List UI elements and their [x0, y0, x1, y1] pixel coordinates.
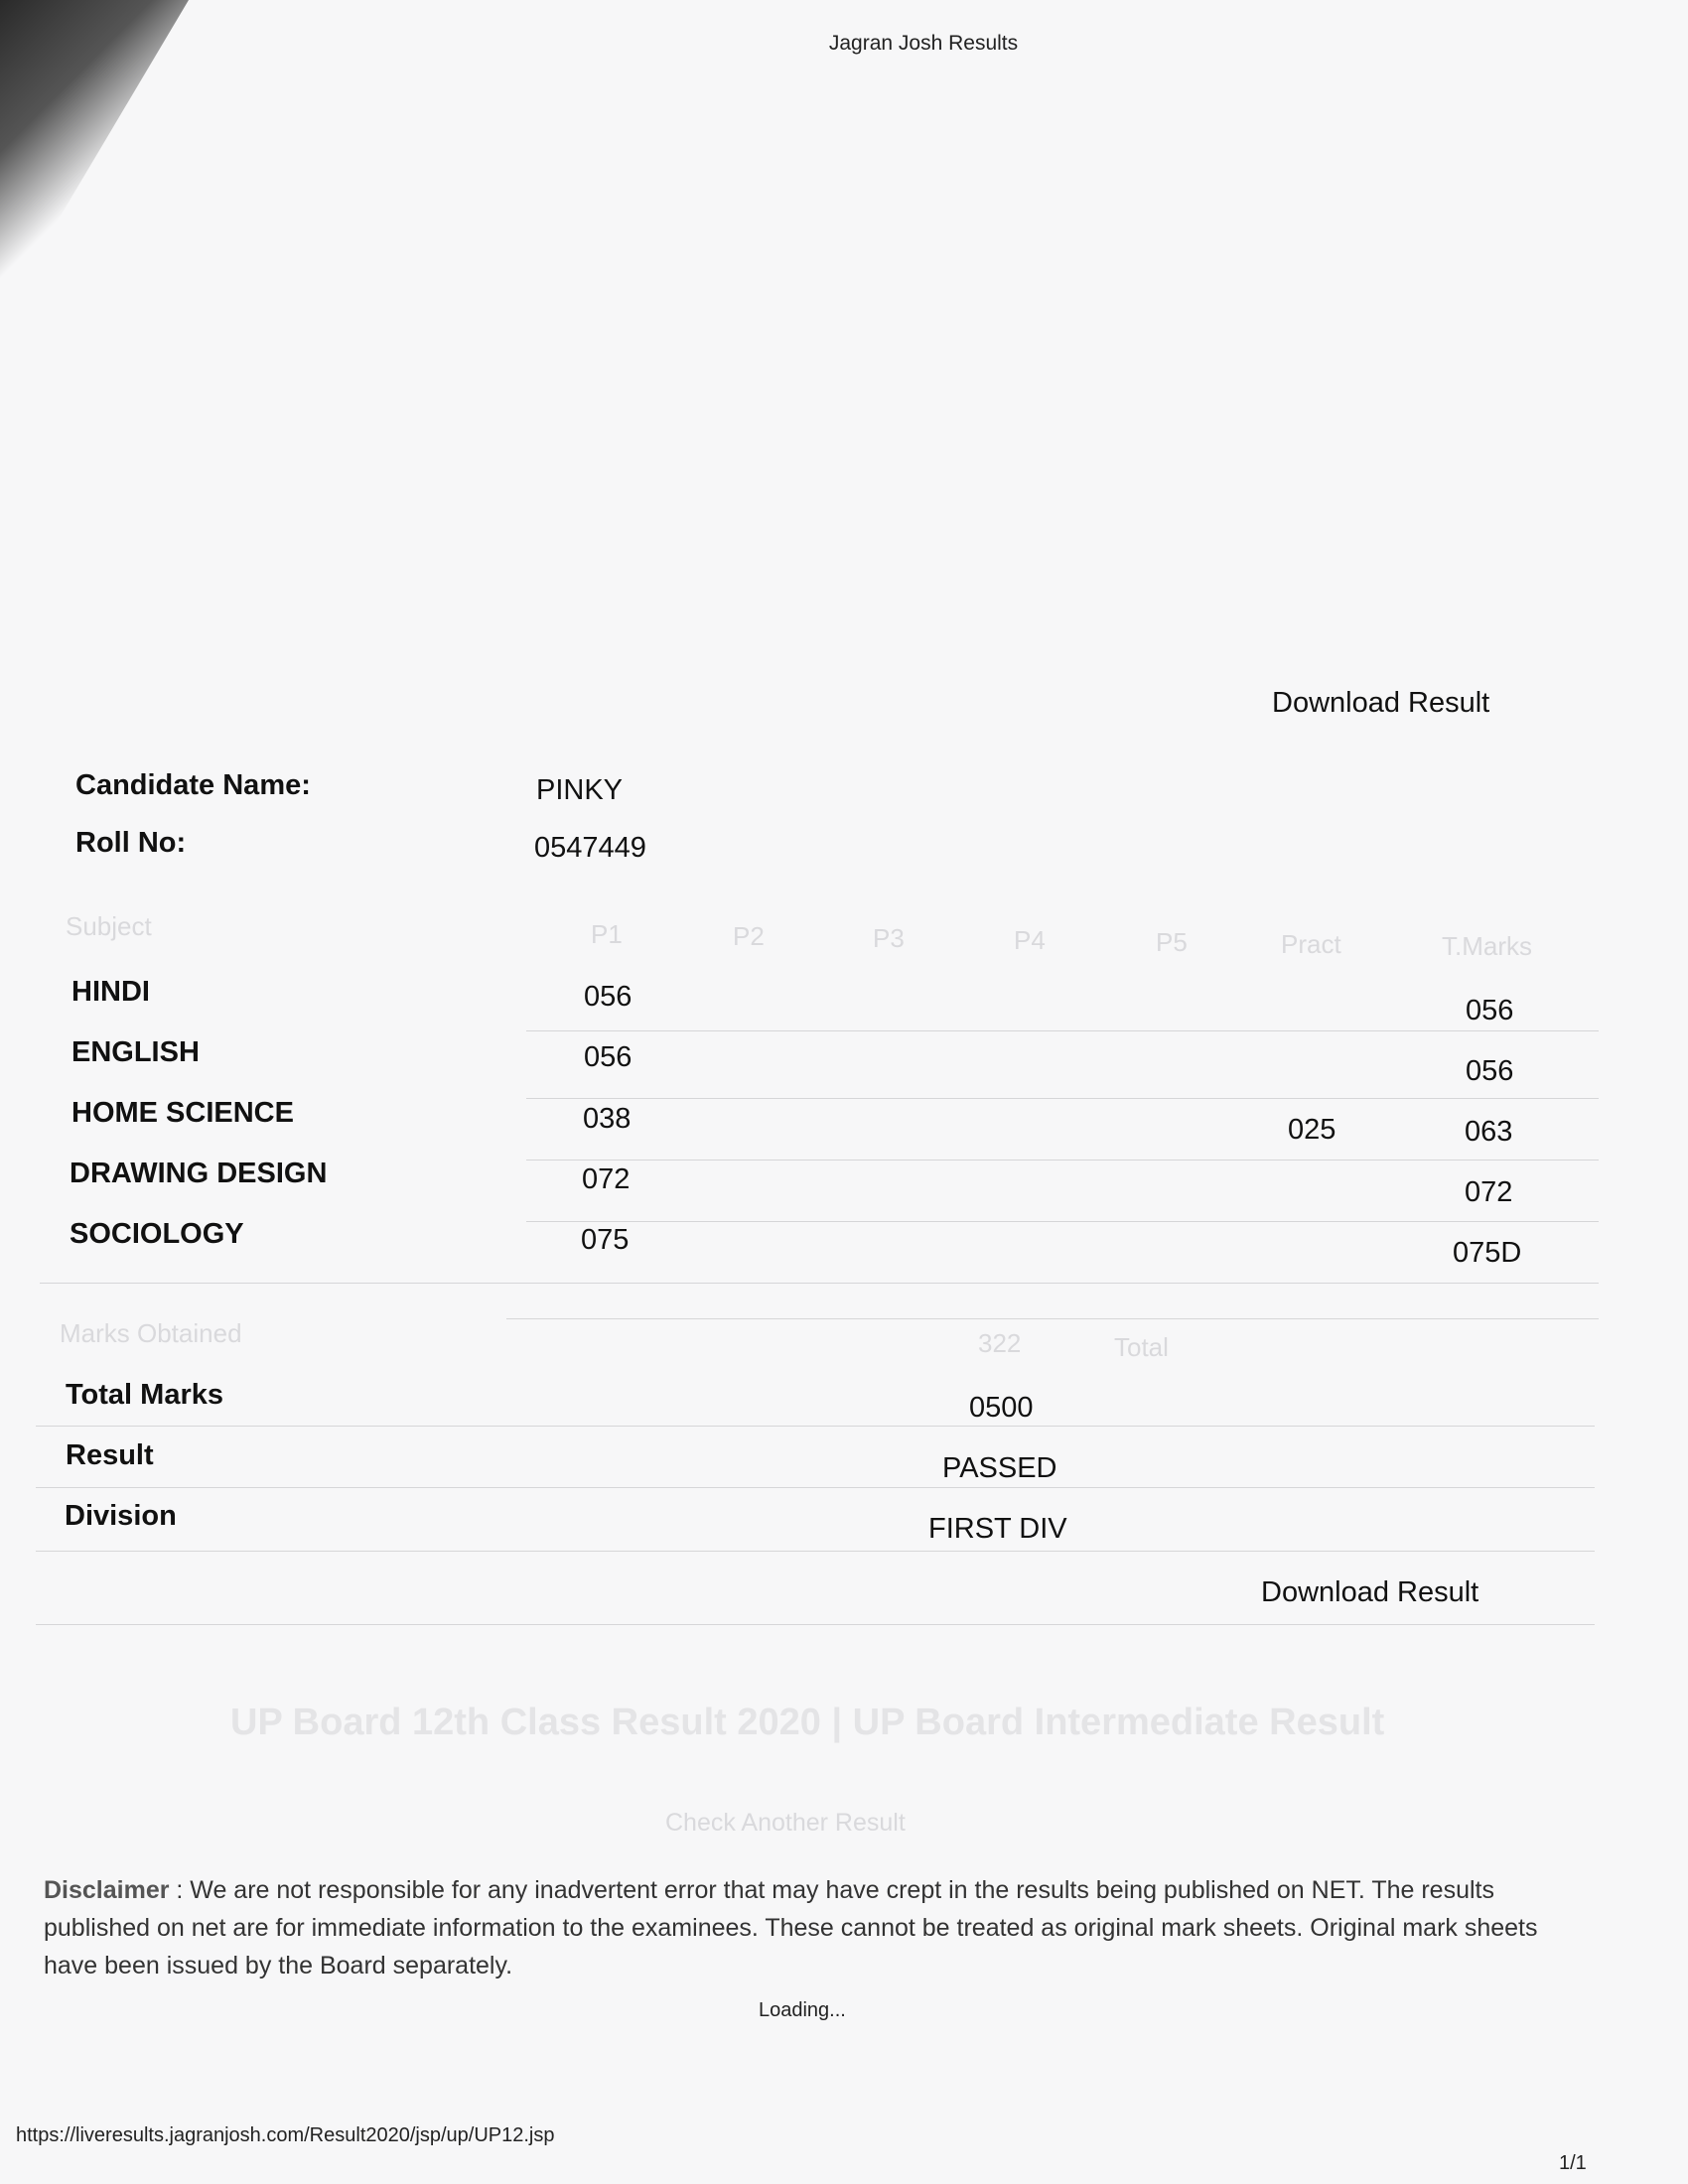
subject-total: 075D: [1453, 1237, 1522, 1269]
subject-p1: 038: [583, 1103, 632, 1135]
total-marks-value: 0500: [969, 1392, 1034, 1424]
subject-total: 072: [1465, 1176, 1513, 1208]
col-header-subject: Subject: [66, 911, 152, 941]
loading-text: Loading...: [759, 1999, 846, 2021]
roll-no-value: 0547449: [534, 832, 646, 864]
footer-page-number: 1/1: [1559, 2152, 1587, 2174]
subject-p1: 075: [581, 1224, 630, 1256]
roll-no-label: Roll No:: [75, 827, 187, 859]
subject-p1: 056: [584, 981, 633, 1013]
disclaimer-text: [44, 1871, 1563, 1984]
subject-name: ENGLISH: [71, 1036, 200, 1068]
result-label: Result: [66, 1439, 154, 1471]
division-label: Division: [65, 1500, 177, 1532]
col-header-pract: Pract: [1281, 929, 1341, 959]
result-page-heading: UP Board 12th Class Result 2020 | UP Board Intermediate Result: [230, 1702, 1385, 1743]
marks-obtained-value: 322: [978, 1328, 1022, 1358]
disclaimer-label: Disclaimer: [44, 1876, 170, 1904]
candidate-name-value: PINKY: [536, 774, 624, 806]
col-header-p5: P5: [1156, 927, 1188, 957]
col-header-p4: P4: [1014, 925, 1046, 955]
col-header-p1: P1: [591, 919, 623, 949]
page-header-title: Jagran Josh Results: [828, 32, 1019, 55]
subject-pract: 025: [1288, 1114, 1336, 1146]
footer-url: https://liveresults.jagranjosh.com/Result2020/jsp/up/UP12.jsp: [16, 2124, 555, 2146]
subject-total: 056: [1466, 1055, 1514, 1087]
check-another-result-link[interactable]: Check Another Result: [665, 1809, 906, 1837]
disclaimer-body: : We are not responsible for any inadvertent error that may have crept in the results being published on NET. The results published on net are for immediate information to the examinees. These cannot be treated as original mark sheets. Original mark sheets have been issued by the Board separately.: [44, 1876, 1538, 1979]
download-result-link-bottom[interactable]: Download Result: [1261, 1576, 1479, 1608]
subject-name: DRAWING DESIGN: [70, 1158, 328, 1189]
subject-name: HOME SCIENCE: [71, 1097, 294, 1129]
subject-p1: 072: [582, 1163, 631, 1195]
download-result-link-top[interactable]: Download Result: [1272, 687, 1490, 719]
col-header-p2: P2: [733, 921, 765, 951]
subject-total: 056: [1466, 995, 1514, 1026]
subject-total: 063: [1465, 1116, 1513, 1148]
candidate-name-label: Candidate Name:: [75, 769, 311, 801]
subject-name: SOCIOLOGY: [70, 1218, 244, 1250]
col-header-tmarks: T.Marks: [1442, 931, 1532, 961]
subject-p1: 056: [584, 1041, 633, 1073]
result-value: PASSED: [942, 1452, 1057, 1484]
subject-name: HINDI: [71, 976, 150, 1008]
marks-obtained-label: Marks Obtained: [60, 1318, 242, 1348]
marks-obtained-word: Total: [1114, 1332, 1169, 1362]
col-header-p3: P3: [873, 923, 905, 953]
total-marks-label: Total Marks: [66, 1379, 224, 1411]
division-value: FIRST DIV: [928, 1513, 1067, 1545]
